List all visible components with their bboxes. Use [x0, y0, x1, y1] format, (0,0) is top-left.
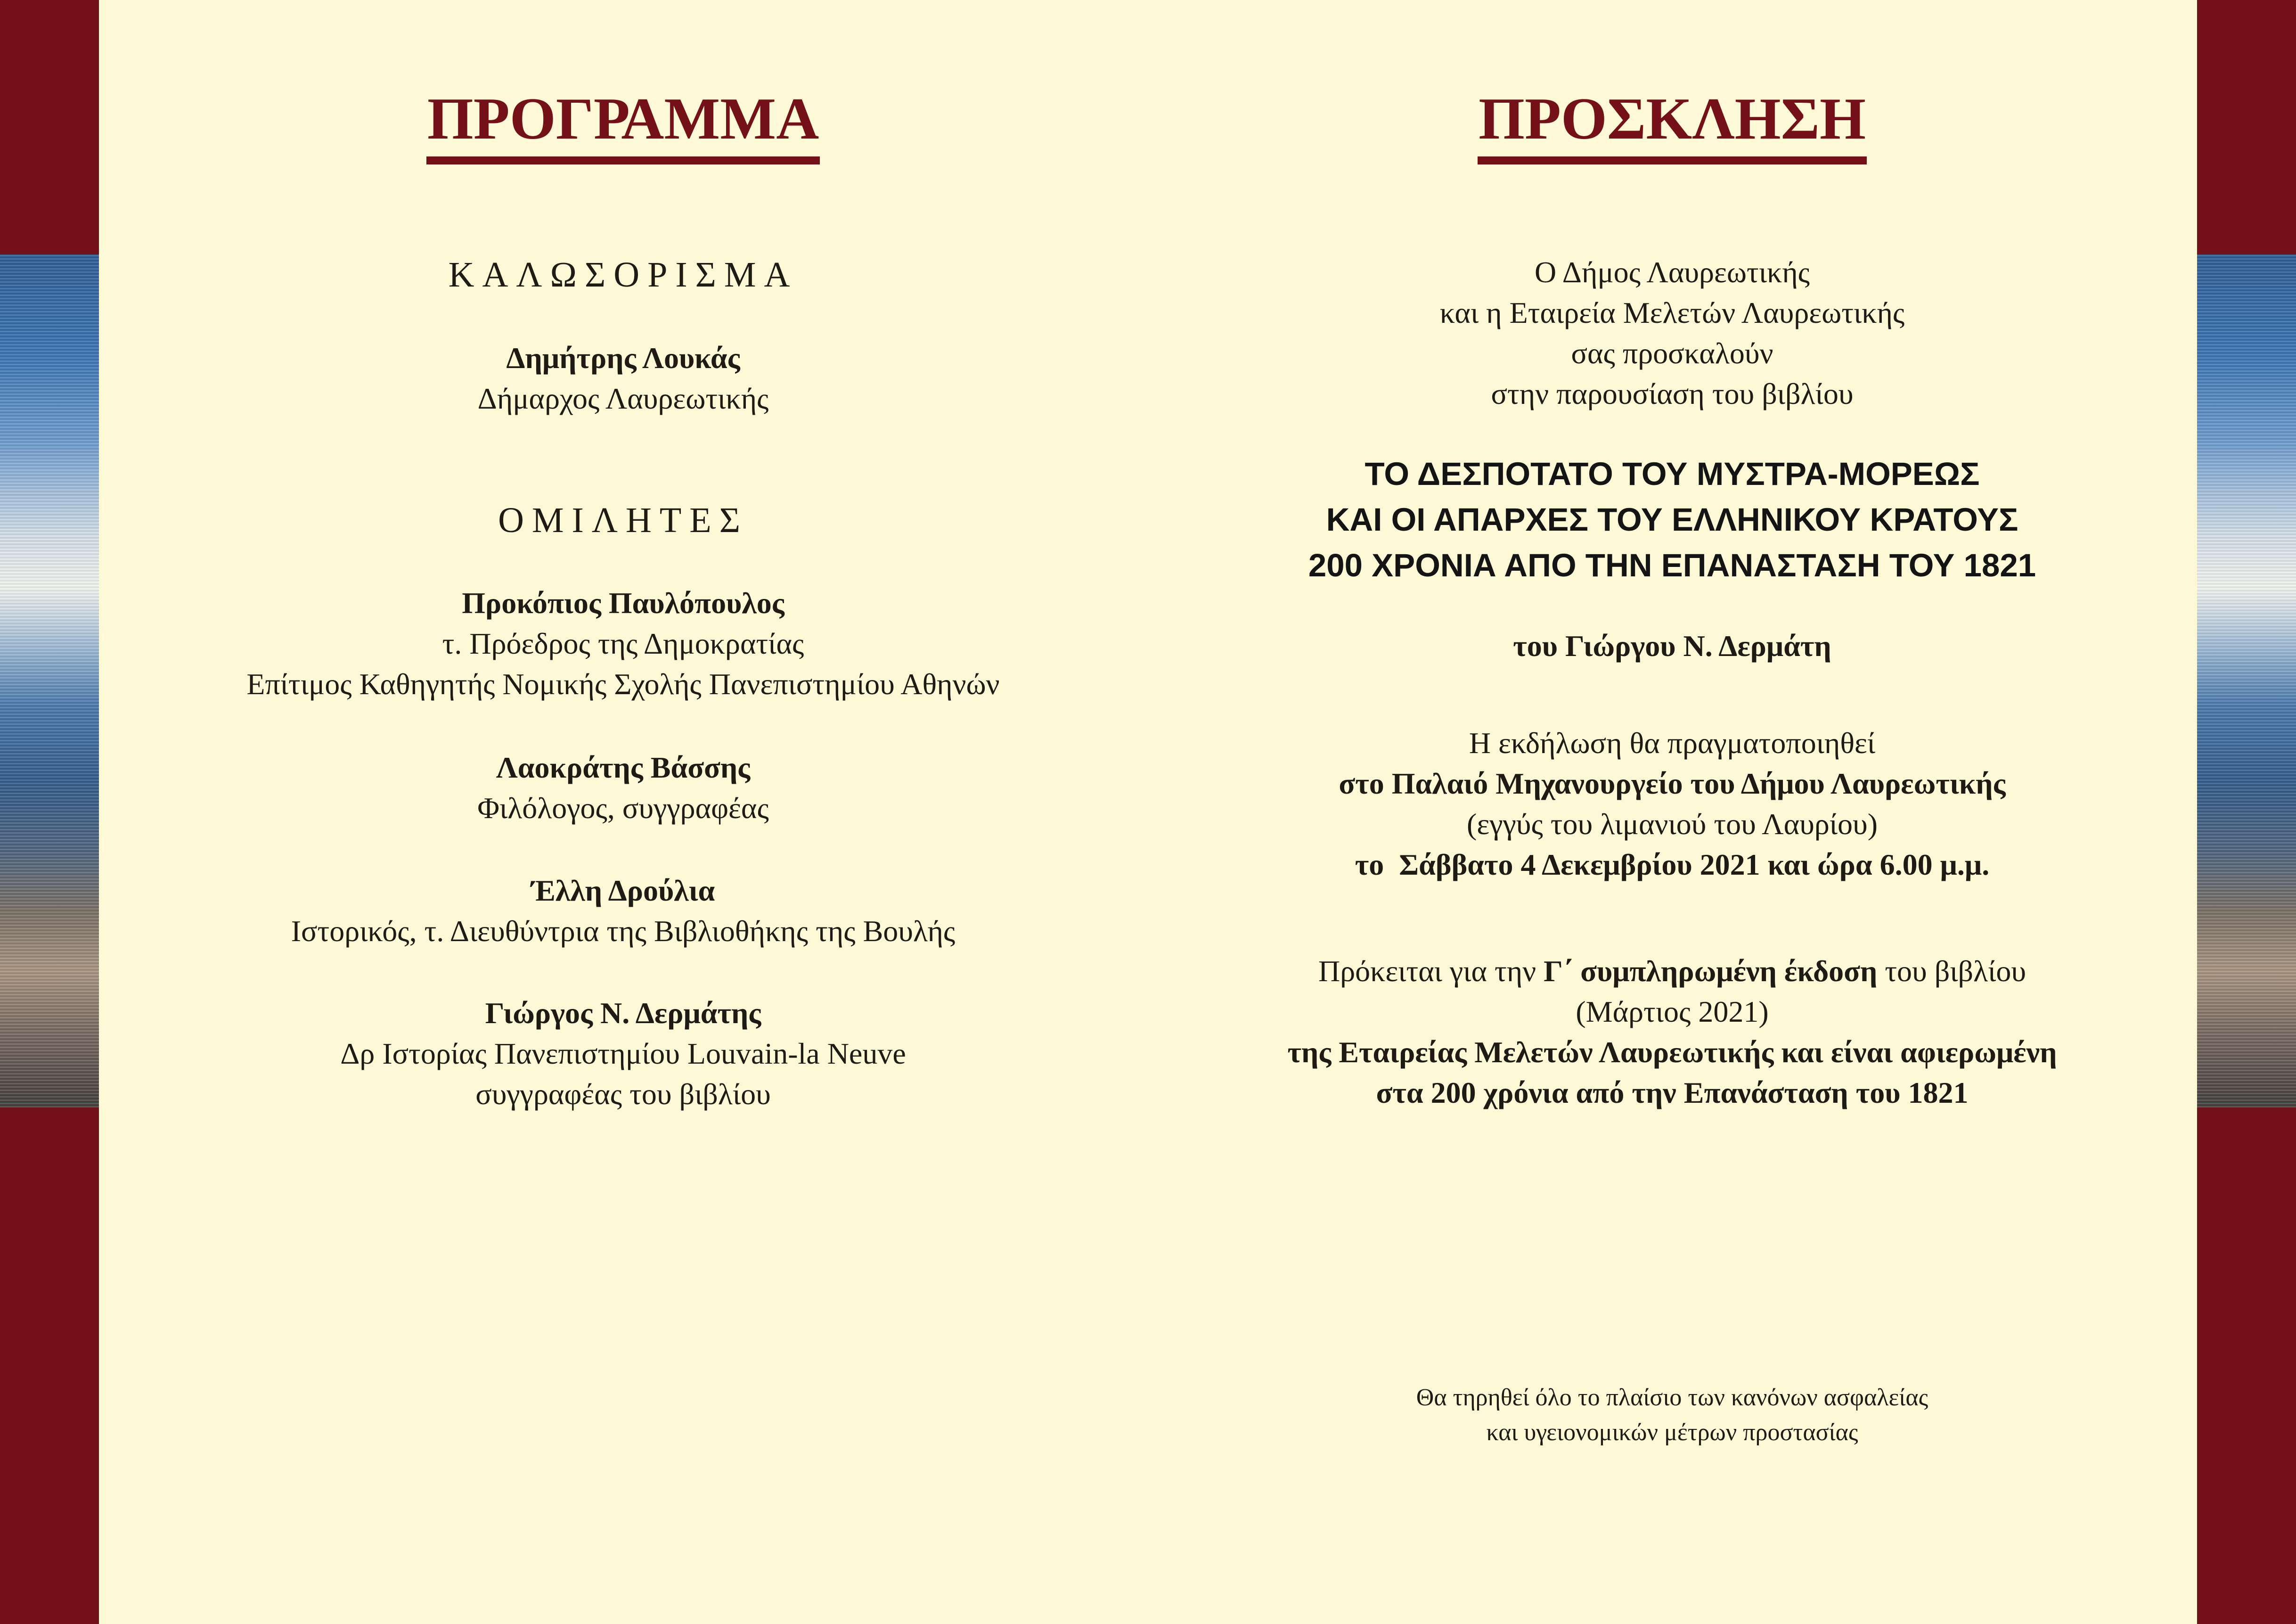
speaker-block	[99, 993, 1147, 1115]
author-block	[1147, 626, 2197, 666]
edition-suffix: του βιβλίου	[1877, 954, 2026, 988]
safety-note-line: και υγειονομικών μέτρων προστασίας	[1486, 1419, 1858, 1446]
invitation-heading	[1147, 86, 2197, 164]
invitation-heading-text: ΠΡΟΣΚΛΗΣΗ	[1478, 90, 1867, 164]
program-heading	[99, 86, 1147, 164]
book-title-line: 200 ΧΡΟΝΙΑ ΑΠΟ ΤΗΝ ΕΠΑΝΑΣΤΑΣΗ ΤΟΥ 1821	[1308, 547, 2036, 583]
edition-prefix: Πρόκειται για την	[1318, 954, 1544, 988]
speaker-role: Φιλόλογος, συγγραφέας	[477, 791, 769, 825]
event-details	[1147, 723, 2197, 885]
edition-line	[1147, 951, 2197, 992]
welcome-speaker-role: Δήμαρχος Λαυρεωτικής	[477, 382, 769, 415]
book-title-line: ΚΑΙ ΟΙ ΑΠΑΡΧΕΣ ΤΟΥ ΕΛΛΗΝΙΚΟΥ ΚΡΑΤΟΥΣ	[1326, 501, 2018, 538]
edition-dedication: στα 200 χρόνια από την Επανάσταση του 1821	[1376, 1076, 1969, 1109]
edition-publisher: της Εταιρείας Μελετών Λαυρεωτικής και είναι αφιερωμένη	[1287, 1035, 2057, 1069]
left-seascape-band	[0, 254, 99, 1107]
intro-line: και η Εταιρεία Μελετών Λαυρεωτικής	[1439, 296, 1905, 329]
speaker-role: συγγραφέας του βιβλίου	[475, 1077, 771, 1111]
edition-details	[1147, 951, 2197, 1113]
welcome-speaker-name: Δημήτρης Λουκάς	[506, 341, 740, 375]
program-page	[99, 0, 1147, 1624]
intro-line: στην παρουσίαση του βιβλίου	[1491, 377, 1854, 410]
left-border-strip	[0, 0, 99, 1624]
speaker-role: Ιστορικός, τ. Διευθύντρια της Βιβλιοθήκης της Βουλής	[291, 914, 956, 948]
speaker-block	[99, 870, 1147, 951]
right-seascape-band	[2197, 254, 2296, 1107]
program-heading-text: ΠΡΟΓΡΑΜΜΑ	[426, 90, 820, 164]
book-title-line: ΤΟ ΔΕΣΠΟΤΑΤΟ ΤΟΥ ΜΥΣΤΡΑ-ΜΟΡΕΩΣ	[1365, 456, 1980, 492]
edition-date: (Μάρτιος 2021)	[1576, 995, 1769, 1028]
right-border-strip	[2197, 0, 2296, 1624]
welcome-block	[99, 338, 1147, 419]
speaker-role: τ. Πρόεδρος της Δημοκρατίας	[442, 627, 804, 660]
speaker-role: Δρ Ιστορίας Πανεπιστημίου Louvain-la Neuve	[340, 1037, 906, 1070]
intro-line: σας προσκαλούν	[1571, 336, 1773, 370]
book-author: του Γιώργου Ν. Δερμάτη	[1513, 629, 1831, 663]
welcome-title: ΚΑΛΩΣΟΡΙΣΜΑ	[448, 255, 798, 295]
speakers-title: ΟΜΙΛΗΤΕΣ	[498, 500, 748, 540]
safety-note-line: Θα τηρηθεί όλο το πλαίσιο των κανόνων ασφαλείας	[1416, 1384, 1928, 1411]
book-title	[1147, 451, 2197, 588]
event-venue: στο Παλαιό Μηχανουργείο του Δήμου Λαυρεωτικής	[1339, 767, 2006, 800]
speaker-name: Προκόπιος Παυλόπουλος	[462, 586, 784, 620]
invitation-intro	[1147, 252, 2197, 414]
speaker-name: Έλλη Δρούλια	[531, 874, 715, 907]
speaker-name: Γιώργος Ν. Δερμάτης	[485, 996, 761, 1030]
invitation-page	[1147, 0, 2197, 1624]
event-location-note: (εγγύς του λιμανιού του Λαυρίου)	[1467, 807, 1878, 841]
safety-note	[1147, 1380, 2197, 1450]
speaker-role: Επίτιμος Καθηγητής Νομικής Σχολής Πανεπιστημίου Αθηνών	[246, 667, 1000, 701]
event-datetime: το Σάββατο 4 Δεκεμβρίου 2021 και ώρα 6.00 μ.μ.	[1355, 848, 1990, 881]
speaker-name: Λαοκράτης Βάσσης	[496, 751, 751, 784]
edition-name: Γ΄ συμπληρωμένη έκδοση	[1544, 954, 1878, 988]
intro-line: Ο Δήμος Λαυρεωτικής	[1535, 255, 1810, 289]
speaker-block	[99, 747, 1147, 828]
speaker-block	[99, 583, 1147, 705]
event-intro: Η εκδήλωση θα πραγματοποιηθεί	[1469, 726, 1876, 760]
